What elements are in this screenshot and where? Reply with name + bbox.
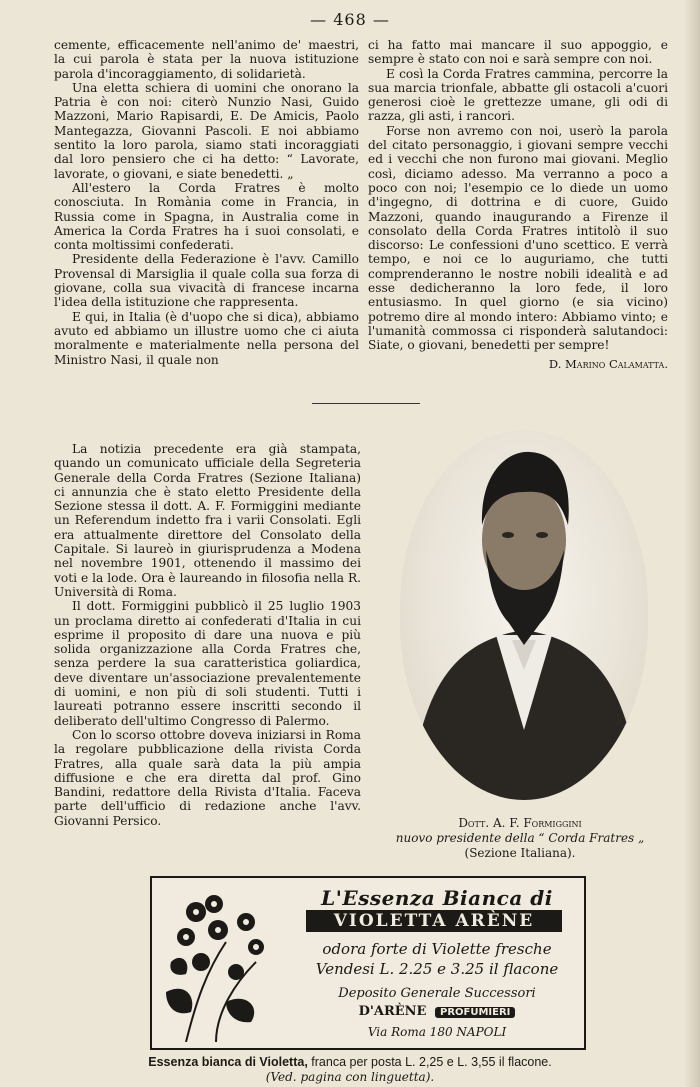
news-column bbox=[54, 442, 361, 828]
right-column-article bbox=[368, 38, 668, 371]
paragraph: All'estero la Corda Fratres è molto conosciuta. In Romània come in Francia, in Russia come in Spagna, in Australia come in America la Corda Fratres ha i suoi consolati, e conta moltissimi confederati. bbox=[54, 180, 359, 253]
paragraph: Forse non avremo con noi, userò la parola del citato personaggio, i giovani sempre vecchi ed i vecchi che non furono mai giovani. Meglio così, diciamo adesso. Ma verranno a poco a poco con noi; l'esempio ce lo diede un uomo d'ingegno, di dottrina e di cuore, Guido Mazzoni, quando inaugurando a Firenze il consolato della Corda Fratres intitolò il suo discorso: Le confessioni d'uno scettico. E verrà tempo, e noi ce lo auguriamo, che tutti comprenderanno le nostre nobili idealità e ad esse dedicheranno la loro fede, il loro entusiasmo. In quel giorno (e sia vicino) potremo dire al mondo intero: Abbiamo vinto; e l'umanità commossa ci risponderà salutandoci: Siate, o giovani, benedetti per sempre! bbox=[368, 123, 668, 353]
page-number: — 468 — bbox=[310, 10, 390, 29]
ad-maker bbox=[302, 1004, 572, 1019]
ad-maker-name: D'ARÈNE bbox=[358, 1004, 427, 1019]
ad-badge: PROFUMIERI bbox=[435, 1007, 515, 1018]
caption-name: Dott. A. F. Formiggini bbox=[458, 816, 582, 830]
ad-tagline: odora forte di Violette fresche bbox=[322, 940, 552, 958]
paragraph: Una eletta schiera di uomini che onorano la Patria è con noi: citerò Nunzio Nasi, Guido Mazzoni, Mario Rapisardi, E. De Amicis, Paolo Mantegazza, Giovanni Pascoli. E noi abbiamo sentito la loro parola, siamo stati incoraggiati dal loro pensiero che ci ha detto: “ Lavorate, lavorate, o giovani, e siate benedetti. „ bbox=[54, 80, 359, 181]
ad-address: Via Roma 180 NAPOLI bbox=[367, 1025, 507, 1039]
ad-footer-line bbox=[0, 1055, 700, 1070]
portrait-photo bbox=[400, 430, 648, 800]
caption-section: (Sezione Italiana). bbox=[464, 846, 576, 860]
ad-brand-banner: VIOLETTA ARÈNE bbox=[306, 910, 562, 932]
paragraph: E così la Corda Fratres cammina, percorre la sua marcia trionfale, abbatte gli ostacoli a'cuori generosi cioè le grettezze umane, gli odi di razza, gli asti, i rancori. bbox=[368, 66, 668, 124]
author-signature: D. Marino Calamatta. bbox=[548, 356, 668, 371]
ad-footer bbox=[0, 1055, 700, 1085]
photo-caption bbox=[370, 816, 670, 861]
violet-flowers-illustration bbox=[156, 882, 296, 1042]
ad-depot: Deposito Generale Successori bbox=[338, 986, 536, 1001]
section-divider bbox=[312, 403, 420, 404]
page-edge-shadow bbox=[684, 0, 700, 1087]
paragraph: La notizia precedente era già stampata, quando un comunicato ufficiale della Segreteria Generale della Corda Fratres (Sezione Italiana) ci annunzia che è stato eletto Presidente della Sezione stessa il dott. A. F. Formiggini mediante un Referendum indetto fra i varii Consolati. Egli era attualmente direttore del Consolato della Capitale. Si laureò in giurisprudenza a Modena nel novembre 1901, ottenendo il massimo dei voti e la lode. Ora è laureando in filosofia nella R. Università di Roma. bbox=[54, 442, 361, 599]
left-column-article bbox=[54, 38, 359, 367]
paragraph: Presidente della Federazione è l'avv. Camillo Provensal di Marsiglia il quale colla sua forza di giovane, colla sua vivacità di francese incarna l'idea della istituzione che rappresenta. bbox=[54, 252, 359, 310]
ad-price: Vendesi L. 2.25 e 3.25 il flacone bbox=[315, 960, 559, 978]
paragraph: E qui, in Italia (è d'uopo che si dica), abbiamo avuto ed abbiamo un illustre uomo che ci aiuta moralmente e materialmente nella persona del Ministro Nasi, il quale non bbox=[54, 309, 359, 367]
caption-role: nuovo presidente della “ Corda Fratres „ bbox=[395, 831, 645, 845]
ad-footer-price: franca per posta L. 2,25 e L. 3,55 il flacone. bbox=[307, 1055, 552, 1069]
perfume-advertisement bbox=[150, 876, 586, 1050]
paragraph: Il dott. Formiggini pubblicò il 25 luglio 1903 un proclama diretto ai confederati d'Italia in cui esprime il proposito di dare una nuova e più solida organizzazione alla Corda Fratres che, senza perdere la sua caratteristica goliardica, deve diventare un'associazione prevalentemente di uomini, e non più di soli studenti. Tutti i laureati potranno essere inscritti secondo il deliberato dell'ultimo Congresso di Palermo. bbox=[54, 599, 361, 728]
ad-footer-product: Essenza bianca di Violetta, bbox=[148, 1055, 308, 1069]
ad-headline: L'Essenza Bianca di bbox=[321, 886, 553, 910]
paragraph: cemente, efficacemente nell'animo de' maestri, la cui parola è stata per la nuova istituzione parola d'incoraggiamento, di solidarietà. bbox=[54, 38, 359, 81]
portrait-illustration bbox=[400, 430, 648, 800]
paragraph: ci ha fatto mai mancare il suo appoggio, e sempre è stato con noi e sarà sempre con noi. bbox=[368, 38, 668, 67]
ad-footer-note: (Ved. pagina con linguetta). bbox=[265, 1070, 435, 1084]
paragraph: Con lo scorso ottobre doveva iniziarsi in Roma la regolare pubblicazione della rivista Corda Fratres, alla quale sarà data la più ampia diffusione e che era diretta dal prof. Gino Bandini, redattore della Rivista d'Italia. Faceva parte dell'ufficio di redazione anche l'avv. Giovanni Persico. bbox=[54, 727, 361, 828]
